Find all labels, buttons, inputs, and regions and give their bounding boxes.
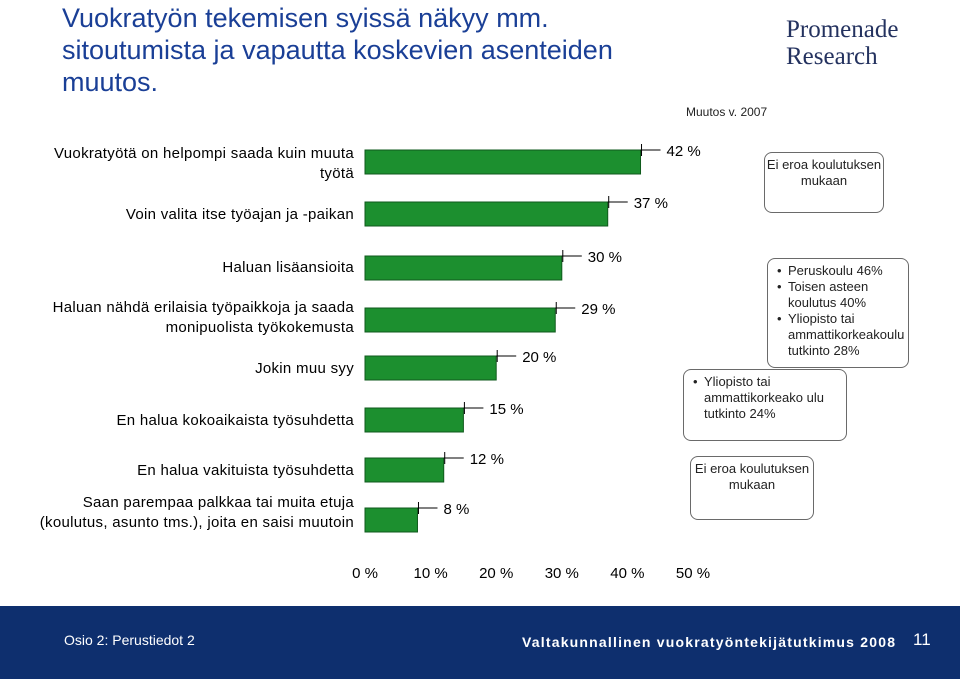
category-label: Saan parempaa palkkaa tai muita etuja (koulutus, asunto tms.), joita en saisi muutoin bbox=[39, 494, 354, 531]
x-tick-label: 40 % bbox=[610, 565, 645, 582]
bar bbox=[365, 150, 641, 174]
value-label: 42 % bbox=[666, 143, 701, 160]
value-label: 20 % bbox=[522, 349, 557, 366]
annotation-box bbox=[764, 152, 884, 213]
bar bbox=[365, 408, 463, 432]
page-title: Vuokratyön tekemisen syissä näkyy mm. sitoutumista ja vapautta koskevien asenteiden muutos. bbox=[62, 3, 613, 97]
change-note: Muutos v. 2007 bbox=[686, 105, 768, 119]
x-tick-label: 30 % bbox=[544, 565, 579, 582]
x-tick-label: 10 % bbox=[413, 565, 448, 582]
category-label: En halua vakituista työsuhdetta bbox=[137, 462, 354, 479]
x-tick-label: 50 % bbox=[675, 565, 711, 582]
annotation-list bbox=[690, 374, 840, 422]
value-label: 8 % bbox=[443, 501, 470, 518]
category-label: Haluan lisäansioita bbox=[222, 259, 354, 276]
value-label: 29 % bbox=[581, 301, 616, 318]
annotation-item: • Yliopisto tai ammattikorkeako ulu tutkinto 24% bbox=[690, 374, 840, 422]
annotation-text: Ei eroa koulutuksen mukaan bbox=[694, 461, 810, 492]
category-label: Vuokratyötä on helpompi saada kuin muuta työtä bbox=[54, 145, 354, 182]
annotation-box bbox=[767, 258, 909, 368]
bar bbox=[365, 202, 608, 226]
annotation-item: • Yliopisto tai ammattikorkeakoulu tutkinto 28% bbox=[774, 311, 902, 359]
value-label: 15 % bbox=[489, 401, 524, 418]
logo-line-2: Research bbox=[786, 43, 878, 70]
annotation-text: Ei eroa koulutuksen mukaan bbox=[766, 157, 882, 188]
category-label: Haluan nähdä erilaisia työpaikkoja ja saada monipuolista työkokemusta bbox=[52, 299, 354, 336]
value-label: 37 % bbox=[633, 195, 668, 212]
annotation-box bbox=[683, 369, 847, 441]
annotation-item: • Toisen asteen koulutus 40% bbox=[774, 279, 902, 311]
x-tick-label: 0 % bbox=[352, 565, 378, 582]
category-label: En halua kokoaikaista työsuhdetta bbox=[116, 412, 354, 429]
annotation-box bbox=[690, 456, 814, 520]
footer-section: Osio 2: Perustiedot 2 bbox=[64, 632, 195, 648]
page-number: 11 bbox=[913, 630, 931, 649]
annotation-item: • Peruskoulu 46% bbox=[774, 263, 902, 279]
bar bbox=[365, 308, 555, 332]
value-label: 12 % bbox=[469, 451, 504, 468]
category-label: Voin valita itse työajan ja -paikan bbox=[125, 206, 354, 223]
value-label: 30 % bbox=[587, 249, 623, 266]
footer-study: Valtakunnallinen vuokratyöntekijätutkimus 2008 bbox=[522, 634, 897, 650]
bar bbox=[365, 508, 417, 532]
annotation-list bbox=[774, 263, 905, 359]
x-tick-label: 20 % bbox=[479, 565, 514, 582]
logo-line-1: Promenade bbox=[786, 16, 899, 43]
category-label: Jokin muu syy bbox=[255, 360, 354, 377]
bar bbox=[365, 458, 444, 482]
bar bbox=[365, 356, 496, 380]
bar bbox=[365, 256, 562, 280]
